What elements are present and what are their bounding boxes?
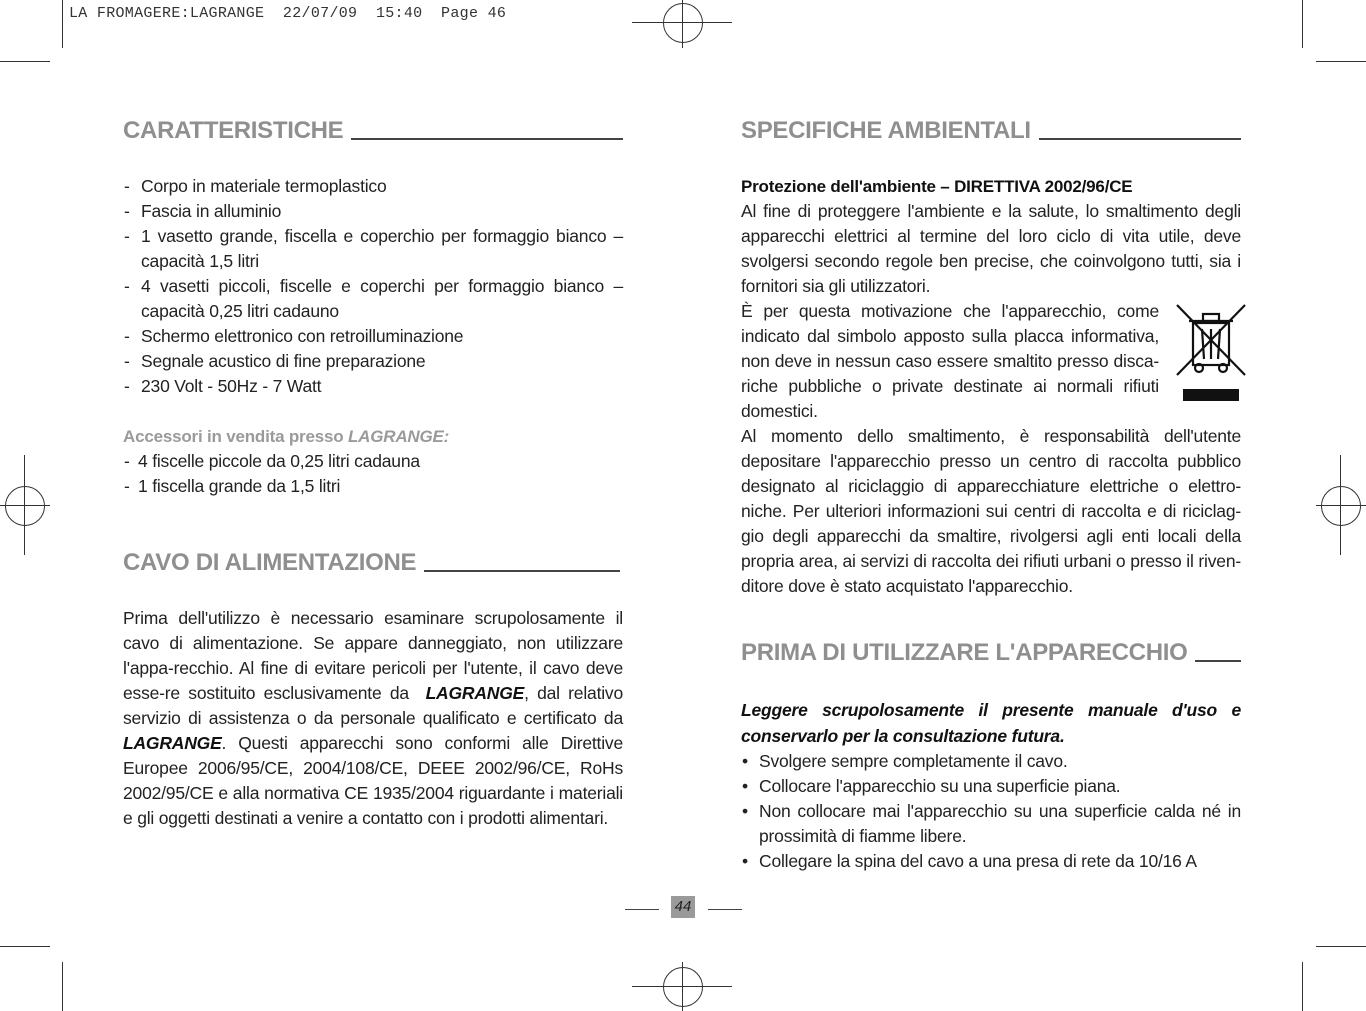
environment-paragraph-3: Al momento dello smaltimento, è responsabilità dell'utente depositare l'apparecchio presso un centro di raccolta pubblico designato al riciclaggio di apparecchiature elettriche o elettro-niche. Per ulteriori informazioni sui centri di raccolta e di riciclag-gio degli apparecchi da smaltire, rivolgersi agli enti locali della propria area, ai servizi di raccolta dei rifiuti urbani o presso il riven-ditore dove è stato acquistato l'apparecchio. xyxy=(741,426,1241,596)
printer-slug: LA FROMAGERE:LAGRANGE 22/07/09 15:40 Page 46 xyxy=(69,5,507,22)
right-column xyxy=(741,118,1241,874)
environment-paragraph-2-block xyxy=(741,299,1241,424)
instructions-list xyxy=(741,749,1241,874)
list-item: - Segnale acustico di fine preparazione xyxy=(123,349,623,374)
crop-mark-tr-v xyxy=(1302,0,1303,48)
features-list xyxy=(123,174,623,399)
crop-mark-bl-h xyxy=(0,946,50,947)
list-item: - 1 vasetto grande, fiscella e coperchio per formaggio bianco – capacità 1,5 litri xyxy=(123,224,623,274)
environment-paragraph-1: Al fine di proteggere l'ambiente e la salute, lo smaltimento degli apparecchi elettrici al termine del loro ciclo di vita utile, deve svolgersi secondo regole ben precise, che coinvolgono tutti, sia i fornitori sia gli utilizzatori. xyxy=(741,201,1241,296)
list-item: - Schermo elettronico con retroilluminazione xyxy=(123,324,623,349)
heading-prima-di-utilizzare: PRIMA DI UTILIZZARE L'APPARECCHIO xyxy=(741,640,1241,665)
brand-name: LAGRANGE xyxy=(425,683,525,703)
list-item: - Corpo in materiale termoplastico xyxy=(123,174,623,199)
power-cord-paragraph: Prima dell'utilizzo è necessario esaminare scrupolosamente il cavo di alimentazione. Se appare danneggiato, non utilizzare l'appa-recchio. Al fine di evitare pericoli per l'utente, il cavo deve esse-re sostituito esclusivamente da LAGRANGE, dal relativo servizio di assistenza o da personale qualificato e certificato da LAGRANGE. Questi apparecchi sono conformi alle Direttive Europee 2006/95/CE, 2004/108/CE, DEEE 2002/96/CE, RoHs 2002/95/CE e alla normativa CE 1935/2004 riguardante i materiali e gli oggetti destinati a venire a contatto con i prodotti alimentari. xyxy=(123,608,623,828)
accessories-heading: Accessori in vendita presso LAGRANGE: xyxy=(123,427,450,446)
crop-mark-br-h xyxy=(1316,946,1366,947)
list-item: • Non collocare mai l'apparecchio su una superficie calda né in prossimità di fiamme libere. xyxy=(741,799,1241,849)
left-column xyxy=(123,118,623,831)
list-item: • Collocare l'apparecchio su una superficie piana. xyxy=(741,774,1241,799)
crop-mark-tr-h xyxy=(1316,61,1366,62)
accessories-list xyxy=(123,449,623,499)
list-item: - 230 Volt - 50Hz - 7 Watt xyxy=(123,374,623,399)
environment-subtitle: Protezione dell'ambiente – DIRETTIVA 2002/96/CE xyxy=(741,177,1133,196)
crop-mark-tl-h xyxy=(0,61,50,62)
instructions-intro: Leggere scrupolosamente il presente manuale d'uso e conservarlo per la consultazione futura. xyxy=(741,700,1241,746)
page-number-rule-right xyxy=(708,909,742,910)
list-item: • Svolgere sempre completamente il cavo. xyxy=(741,749,1241,774)
heading-cavo-alimentazione: CAVO DI ALIMENTAZIONE xyxy=(123,550,620,575)
list-item: • Collegare la spina del cavo a una presa di rete da 10/16 A xyxy=(741,849,1241,874)
list-item: - 1 fiscella grande da 1,5 litri xyxy=(123,474,623,499)
crop-mark-bl-v xyxy=(62,962,63,1011)
page-number: 44 xyxy=(671,896,695,918)
heading-caratteristiche: CARATTERISTICHE xyxy=(123,118,623,143)
crop-mark-br-v xyxy=(1302,962,1303,1011)
brand-name: LAGRANGE xyxy=(123,733,222,753)
page-number-rule-left xyxy=(625,909,659,910)
list-item: - 4 fiscelle piccole da 0,25 litri cadauna xyxy=(123,449,623,474)
crop-mark-tl-v xyxy=(62,0,63,48)
list-item: - 4 vasetti piccoli, fiscelle e coperchi per formaggio bianco – capacità 0,25 litri cadauno xyxy=(123,274,623,324)
heading-specifiche-ambientali: SPECIFICHE AMBIENTALI xyxy=(741,118,1241,143)
weee-bin-icon xyxy=(1173,301,1249,405)
environment-paragraph-2: È per questa motivazione che l'apparecchio, come indicato dal simbolo apposto sulla placca informativa, non deve in nessun caso essere smaltito presso disca-riche pubbliche o private destinate ai normali rifiuti domestici. xyxy=(741,301,1159,421)
list-item: - Fascia in alluminio xyxy=(123,199,623,224)
